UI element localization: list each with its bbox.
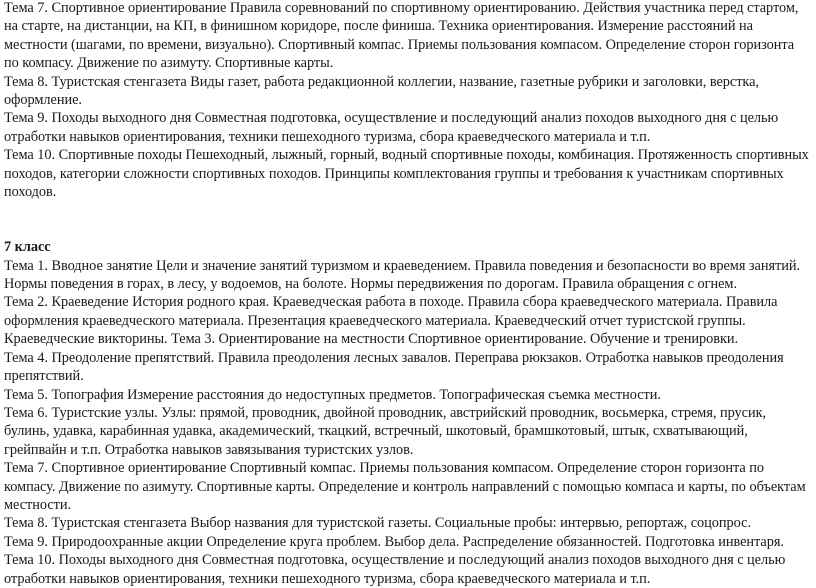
section-heading: 7 класс [4, 239, 51, 256]
paragraph-topic-7: Тема 7. Спортивное ориентирование Спортивный компас. Приемы пользования компасом. Определение сторон горизонта по компасу. Движение по азимуту. Спортивные карты. Определение и контроль направлений с помощью компаса и карты, по объектам местности. [4, 460, 806, 513]
paragraph-topic-2-3: Тема 2. Краеведение История родного края. Краеведческая работа в походе. Правила сбора краеведческого материала. Правила оформления краеведческого материала. Презентация краеведческого материала. Краеведческий отчет туристской группы. Краеведческие викторины. Тема 3. Ориентирование на местности Спортивное ориентирование. Обучение и тренировки. [4, 294, 778, 348]
spacer [4, 201, 810, 219]
paragraph-topic-1: Тема 1. Вводное занятие Цели и значение занятий туризмом и краеведением. Правила поведения и безопасности во время занятий. Нормы поведения в горах, в лесу, у водоемов, на болоте. Нормы передвижения по дорогам. Правила обращения с огнем. [4, 257, 801, 293]
section-7 [4, 238, 810, 588]
paragraph-topic-7: Тема 7. Спортивное ориентирование Правила соревнований по спортивному ориентированию. Действия участника перед стартом, на старте, на дистанции, на КП, в финишном коридоре, после финиша. Техника ориентирования. Измерение расстояний на местности (шагами, по времени, визуально). Спортивный компас. Приемы пользования компасом. Определение сторон горизонта по компасу. Движение по азимуту. Спортивные карты. [4, 0, 799, 72]
paragraph-topic-8: Тема 8. Туристская стенгазета Выбор названия для туристской газеты. Социальные пробы: интервью, репортаж, соцопрос. [4, 515, 751, 532]
paragraph-topic-10: Тема 10. Походы выходного дня Совместная подготовка, осуществление и последующий анализ походов выходного дня с целью отработки навыков ориентирования, техники пешеходного туризма, сбора краеведческого материала и т.п. [4, 552, 786, 587]
paragraph-topic-5: Тема 5. Топография Измерение расстояния до недоступных предметов. Топографическая съемка местности. [4, 386, 661, 403]
paragraph-topic-9: Тема 9. Походы выходного дня Совместная подготовка, осуществление и последующий анализ походов выходного дня с целью отработки навыков ориентирования, техники пешеходного туризма, сбора краеведческого материала и т.п. [4, 110, 779, 145]
spacer [4, 220, 810, 238]
paragraph-topic-6: Тема 6. Туристские узлы. Узлы: прямой, проводник, двойной проводник, австрийский проводник, восьмерка, стремя, прусик, булинь, удавка, карабинная удавка, академический, ткацкий, встречный, шкотовый, брамшкотовый, штык, схватывающий, грейпвайн и т.п. Отработка навыков завязывания туристских узлов. [4, 404, 767, 458]
section-6-continued [4, 0, 810, 201]
paragraph-topic-9: Тема 9. Природоохранные акции Определение круга проблем. Выбор дела. Распределение обязанностей. Подготовка инвентаря. [4, 533, 784, 550]
paragraph-topic-4: Тема 4. Преодоление препятствий. Правила преодоления лесных завалов. Переправа рюкзаков. Отработка навыков преодоления препятствий. [4, 349, 784, 385]
paragraph-topic-8: Тема 8. Туристская стенгазета Виды газет, работа редакционной коллегии, название, газетные рубрики и заголовки, верстка, оформление. [4, 73, 759, 109]
paragraph-topic-10: Тема 10. Спортивные походы Пешеходный, лыжный, горный, водный спортивные походы, комбинация. Протяженность спортивных походов, категории сложности спортивных походов. Принципы комплектования группы и требования к участникам спортивных походов. [4, 147, 809, 201]
